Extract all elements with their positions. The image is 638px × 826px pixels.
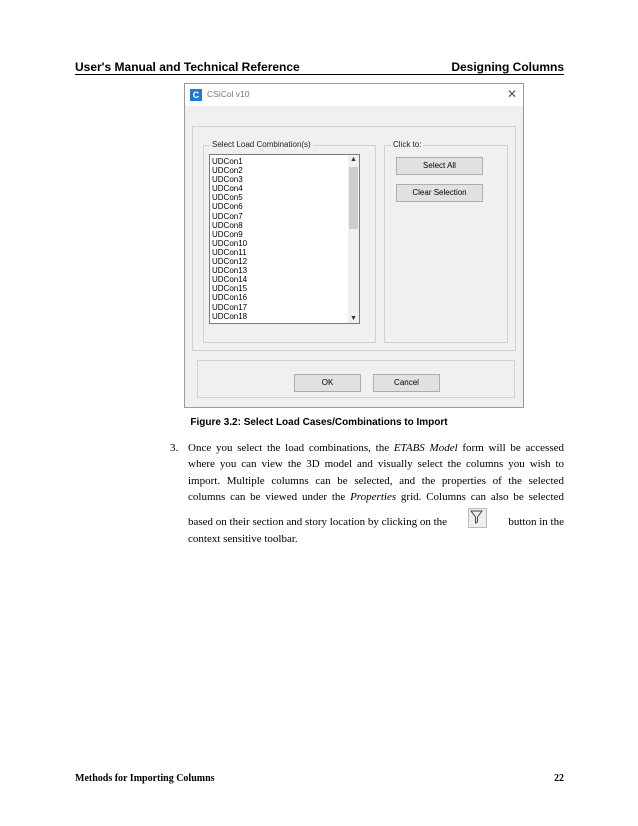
header-manual-title: User's Manual and Technical Reference — [75, 60, 300, 74]
list-item[interactable]: UDCon14 — [212, 275, 248, 285]
step-line-1: Once you select the load combinations, the ETABS Model form will be accessed — [188, 442, 564, 454]
list-item[interactable]: UDCon10 — [212, 238, 248, 248]
select-all-button[interactable]: Select All — [396, 157, 483, 175]
list-scrollbar[interactable] — [348, 155, 359, 323]
list-item[interactable]: UDCon12 — [212, 257, 248, 267]
list-item[interactable]: UDCon18 — [212, 311, 248, 321]
header-chapter-title: Designing Columns — [451, 60, 564, 74]
clear-selection-button[interactable]: Clear Selection — [396, 184, 483, 202]
close-icon[interactable]: ✕ — [506, 87, 517, 101]
list-item[interactable]: UDCon8 — [212, 220, 243, 230]
cancel-button[interactable]: Cancel — [373, 374, 440, 392]
list-item[interactable]: UDCon5 — [212, 193, 243, 203]
filter-icon — [468, 508, 487, 528]
load-combination-dialog — [184, 83, 524, 408]
scrollbar-thumb[interactable] — [349, 167, 358, 229]
list-item[interactable]: UDCon6 — [212, 202, 243, 212]
step-line-6: context sensitive toolbar. — [188, 532, 298, 545]
list-item[interactable]: UDCon1 — [212, 157, 243, 166]
list-item[interactable]: UDCon17 — [212, 302, 248, 312]
list-item[interactable]: UDCon16 — [212, 293, 248, 303]
list-item[interactable]: UDCon13 — [212, 266, 248, 276]
list-item[interactable]: UDCon3 — [212, 175, 243, 185]
list-item[interactable]: UDCon15 — [212, 284, 248, 294]
footer-section-title: Methods for Importing Columns — [75, 773, 215, 784]
figure-caption: Figure 3.2: Select Load Cases/Combinations to Import — [190, 417, 448, 428]
app-icon: C — [190, 89, 202, 101]
dialog-title: CSiCol v10 — [207, 89, 250, 99]
scroll-down-icon[interactable]: ▼ — [350, 315, 357, 322]
list-item[interactable]: UDCon7 — [212, 211, 243, 221]
dialog-titlebar — [185, 84, 523, 106]
scroll-up-icon[interactable]: ▲ — [350, 156, 357, 163]
step-number: 3. — [170, 442, 179, 454]
step-line-5: based on their section and story location by clicking on the button in the — [188, 511, 564, 531]
list-items — [212, 157, 247, 321]
ok-button[interactable]: OK — [294, 374, 361, 392]
load-combination-group-label: Select Load Combination(s) — [212, 140, 311, 149]
load-combination-list[interactable] — [209, 154, 360, 324]
step-line-4: columns can be viewed under the Properties grid. Columns can also be selected — [188, 491, 564, 504]
step-line-3: import. Multiple columns can be selected, and the properties of the selected — [188, 474, 564, 487]
step-line-2: where you can view the 3D model and visually select the columns you wish to — [188, 458, 564, 471]
list-item[interactable]: UDCon4 — [212, 184, 243, 194]
list-item[interactable]: UDCon2 — [212, 166, 243, 176]
step-paragraph — [170, 440, 564, 547]
list-item[interactable]: UDCon11 — [212, 247, 247, 257]
click-to-group-label: Click to: — [393, 140, 422, 149]
list-item[interactable]: UDCon9 — [212, 229, 243, 239]
page-header — [75, 60, 564, 75]
page-number: 22 — [554, 773, 564, 784]
